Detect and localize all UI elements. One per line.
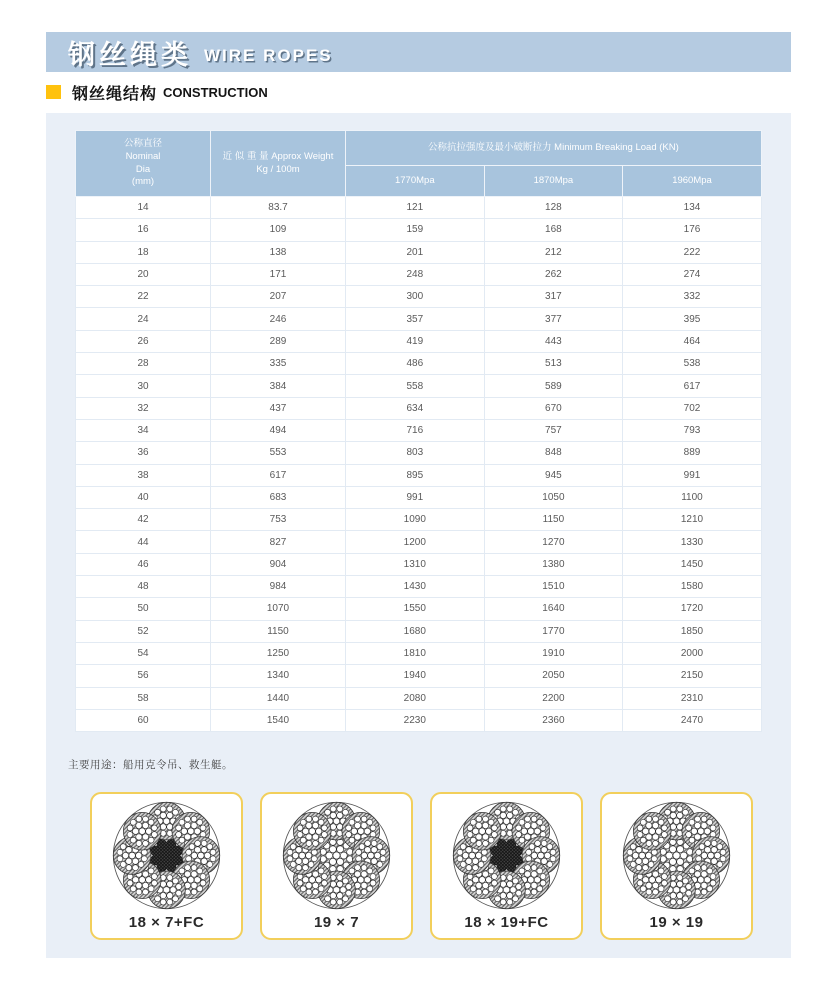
col-header-approx-weight bbox=[211, 131, 346, 197]
table-cell: 171 bbox=[211, 263, 346, 285]
rope-diagram-row bbox=[90, 792, 753, 940]
table-cell: 589 bbox=[484, 375, 623, 397]
table-cell: 1310 bbox=[346, 553, 485, 575]
table-cell: 42 bbox=[76, 509, 211, 531]
col-header-breaking-load-group: 公称抗拉强度及最小破断拉力 Minimum Breaking Load (KN) bbox=[346, 131, 762, 166]
table-cell: 984 bbox=[211, 576, 346, 598]
table-cell: 28 bbox=[76, 353, 211, 375]
table-cell: 1720 bbox=[623, 598, 762, 620]
table-cell: 670 bbox=[484, 397, 623, 419]
table-cell: 83.7 bbox=[211, 197, 346, 219]
table-cell: 1270 bbox=[484, 531, 623, 553]
table-cell: 212 bbox=[484, 241, 623, 263]
table-row bbox=[76, 286, 762, 308]
table-cell: 109 bbox=[211, 219, 346, 241]
table-cell: 24 bbox=[76, 308, 211, 330]
table-cell: 757 bbox=[484, 419, 623, 441]
table-cell: 1770 bbox=[484, 620, 623, 642]
table-cell: 317 bbox=[484, 286, 623, 308]
table-cell: 1810 bbox=[346, 642, 485, 664]
table-cell: 443 bbox=[484, 330, 623, 352]
table-cell: 1450 bbox=[623, 553, 762, 575]
table-cell: 1090 bbox=[346, 509, 485, 531]
table-cell: 1540 bbox=[211, 709, 346, 731]
table-row bbox=[76, 241, 762, 263]
rope-card-label: 19 × 7 bbox=[313, 914, 360, 931]
table-cell: 32 bbox=[76, 397, 211, 419]
table-row bbox=[76, 197, 762, 219]
table-cell: 1910 bbox=[484, 642, 623, 664]
table-cell: 1330 bbox=[623, 531, 762, 553]
table-cell: 36 bbox=[76, 442, 211, 464]
table-cell: 274 bbox=[623, 263, 762, 285]
table-cell: 617 bbox=[211, 464, 346, 486]
table-cell: 168 bbox=[484, 219, 623, 241]
table-row bbox=[76, 464, 762, 486]
table-cell: 553 bbox=[211, 442, 346, 464]
table-cell: 134 bbox=[623, 197, 762, 219]
section-title-en: CONSTRUCTION bbox=[163, 84, 268, 100]
table-cell: 889 bbox=[623, 442, 762, 464]
table-row bbox=[76, 509, 762, 531]
table-cell: 494 bbox=[211, 419, 346, 441]
table-cell: 464 bbox=[623, 330, 762, 352]
table-cell: 332 bbox=[623, 286, 762, 308]
table-cell: 1070 bbox=[211, 598, 346, 620]
table-cell: 1150 bbox=[211, 620, 346, 642]
table-cell: 904 bbox=[211, 553, 346, 575]
col-header-grade-1960: 1960Mpa bbox=[623, 166, 762, 197]
table-cell: 128 bbox=[484, 197, 623, 219]
table-row bbox=[76, 263, 762, 285]
table-cell: 1100 bbox=[623, 486, 762, 508]
table-cell: 2230 bbox=[346, 709, 485, 731]
table-cell: 803 bbox=[346, 442, 485, 464]
table-cell: 1510 bbox=[484, 576, 623, 598]
table-cell: 248 bbox=[346, 263, 485, 285]
table-cell: 1150 bbox=[484, 509, 623, 531]
table-cell: 1580 bbox=[623, 576, 762, 598]
table-cell: 289 bbox=[211, 330, 346, 352]
table-cell: 50 bbox=[76, 598, 211, 620]
table-cell: 18 bbox=[76, 241, 211, 263]
table-cell: 991 bbox=[623, 464, 762, 486]
table-cell: 16 bbox=[76, 219, 211, 241]
table-row bbox=[76, 375, 762, 397]
col-header-nominal-dia bbox=[76, 131, 211, 197]
table-cell: 159 bbox=[346, 219, 485, 241]
rope-cross-section-icon bbox=[110, 799, 223, 912]
table-cell: 2080 bbox=[346, 687, 485, 709]
table-row bbox=[76, 397, 762, 419]
table-cell: 2000 bbox=[623, 642, 762, 664]
table-cell: 357 bbox=[346, 308, 485, 330]
rope-cross-section-icon bbox=[280, 799, 393, 912]
banner-title-zh: 钢丝绳类 bbox=[68, 39, 192, 70]
table-cell: 58 bbox=[76, 687, 211, 709]
table-cell: 991 bbox=[346, 486, 485, 508]
table-row bbox=[76, 353, 762, 375]
table-cell: 44 bbox=[76, 531, 211, 553]
table-row bbox=[76, 419, 762, 441]
col-header-line: 近 似 重 量 Approx Weight bbox=[222, 150, 334, 162]
table-cell: 377 bbox=[484, 308, 623, 330]
breaking-load-table bbox=[75, 130, 762, 732]
table-cell: 22 bbox=[76, 286, 211, 308]
rope-card bbox=[260, 792, 413, 940]
table-cell: 2050 bbox=[484, 665, 623, 687]
table-row bbox=[76, 330, 762, 352]
table-cell: 26 bbox=[76, 330, 211, 352]
table-cell: 201 bbox=[346, 241, 485, 263]
table-cell: 1050 bbox=[484, 486, 623, 508]
table-cell: 60 bbox=[76, 709, 211, 731]
table-cell: 54 bbox=[76, 642, 211, 664]
rope-cross-section-icon bbox=[620, 799, 733, 912]
table-row bbox=[76, 687, 762, 709]
table-cell: 2310 bbox=[623, 687, 762, 709]
table-cell: 1380 bbox=[484, 553, 623, 575]
col-header-line: Kg / 100m bbox=[256, 163, 300, 175]
table-cell: 753 bbox=[211, 509, 346, 531]
table-cell: 46 bbox=[76, 553, 211, 575]
table-cell: 558 bbox=[346, 375, 485, 397]
col-header-grade-1770: 1770Mpa bbox=[346, 166, 485, 197]
table-cell: 1210 bbox=[623, 509, 762, 531]
table-cell: 34 bbox=[76, 419, 211, 441]
table-cell: 1200 bbox=[346, 531, 485, 553]
table-cell: 246 bbox=[211, 308, 346, 330]
rope-card-label: 18 × 19+FC bbox=[464, 914, 549, 931]
table-cell: 945 bbox=[484, 464, 623, 486]
col-header-line: (mm) bbox=[131, 176, 155, 188]
table-cell: 486 bbox=[346, 353, 485, 375]
table-cell: 222 bbox=[623, 241, 762, 263]
table-cell: 395 bbox=[623, 308, 762, 330]
table-cell: 335 bbox=[211, 353, 346, 375]
table-cell: 1430 bbox=[346, 576, 485, 598]
col-header-line: 公称直径 bbox=[123, 137, 162, 149]
table-cell: 176 bbox=[623, 219, 762, 241]
table-cell: 538 bbox=[623, 353, 762, 375]
page-banner bbox=[46, 32, 791, 72]
table-cell: 38 bbox=[76, 464, 211, 486]
rope-card-label: 18 × 7+FC bbox=[128, 914, 205, 931]
section-title-zh: 钢丝绳结构 bbox=[72, 85, 158, 103]
table-row bbox=[76, 553, 762, 575]
table-cell: 1640 bbox=[484, 598, 623, 620]
rope-card bbox=[600, 792, 753, 940]
table-row bbox=[76, 620, 762, 642]
table-cell: 895 bbox=[346, 464, 485, 486]
table-row bbox=[76, 531, 762, 553]
table-cell: 138 bbox=[211, 241, 346, 263]
col-header-line: Nominal bbox=[125, 150, 161, 162]
table-cell: 2360 bbox=[484, 709, 623, 731]
section-heading bbox=[46, 83, 268, 101]
table-cell: 40 bbox=[76, 486, 211, 508]
table-cell: 14 bbox=[76, 197, 211, 219]
table-cell: 702 bbox=[623, 397, 762, 419]
table-cell: 1440 bbox=[211, 687, 346, 709]
banner-title-en: WIRE ROPES bbox=[204, 46, 333, 65]
table-cell: 513 bbox=[484, 353, 623, 375]
table-cell: 617 bbox=[623, 375, 762, 397]
table-cell: 1550 bbox=[346, 598, 485, 620]
table-cell: 1850 bbox=[623, 620, 762, 642]
yellow-bullet-icon bbox=[46, 85, 61, 99]
table-cell: 121 bbox=[346, 197, 485, 219]
rope-card-label: 19 × 19 bbox=[649, 914, 704, 931]
table-cell: 20 bbox=[76, 263, 211, 285]
table-cell: 262 bbox=[484, 263, 623, 285]
table-cell: 793 bbox=[623, 419, 762, 441]
rope-card bbox=[90, 792, 243, 940]
table-cell: 437 bbox=[211, 397, 346, 419]
table-row bbox=[76, 576, 762, 598]
content-panel bbox=[46, 113, 791, 958]
table-row bbox=[76, 665, 762, 687]
table-cell: 716 bbox=[346, 419, 485, 441]
table-cell: 2150 bbox=[623, 665, 762, 687]
table-row bbox=[76, 486, 762, 508]
col-header-line: Dia bbox=[135, 163, 151, 175]
table-row bbox=[76, 219, 762, 241]
table-cell: 52 bbox=[76, 620, 211, 642]
table-cell: 419 bbox=[346, 330, 485, 352]
table-cell: 2470 bbox=[623, 709, 762, 731]
table-cell: 2200 bbox=[484, 687, 623, 709]
table-row bbox=[76, 709, 762, 731]
table-cell: 683 bbox=[211, 486, 346, 508]
table-cell: 634 bbox=[346, 397, 485, 419]
table-cell: 30 bbox=[76, 375, 211, 397]
table-cell: 1340 bbox=[211, 665, 346, 687]
table-cell: 300 bbox=[346, 286, 485, 308]
table-cell: 848 bbox=[484, 442, 623, 464]
table-cell: 1250 bbox=[211, 642, 346, 664]
table-row bbox=[76, 598, 762, 620]
table-row bbox=[76, 442, 762, 464]
rope-card bbox=[430, 792, 583, 940]
table-cell: 56 bbox=[76, 665, 211, 687]
table-cell: 48 bbox=[76, 576, 211, 598]
table-cell: 827 bbox=[211, 531, 346, 553]
table-row bbox=[76, 308, 762, 330]
table-cell: 384 bbox=[211, 375, 346, 397]
table-cell: 1940 bbox=[346, 665, 485, 687]
table-cell: 1680 bbox=[346, 620, 485, 642]
table-row bbox=[76, 642, 762, 664]
rope-cross-section-icon bbox=[450, 799, 563, 912]
table-cell: 207 bbox=[211, 286, 346, 308]
col-header-grade-1870: 1870Mpa bbox=[484, 166, 623, 197]
usage-note: 主要用途：船用克令吊、救生艇。 bbox=[68, 759, 233, 771]
